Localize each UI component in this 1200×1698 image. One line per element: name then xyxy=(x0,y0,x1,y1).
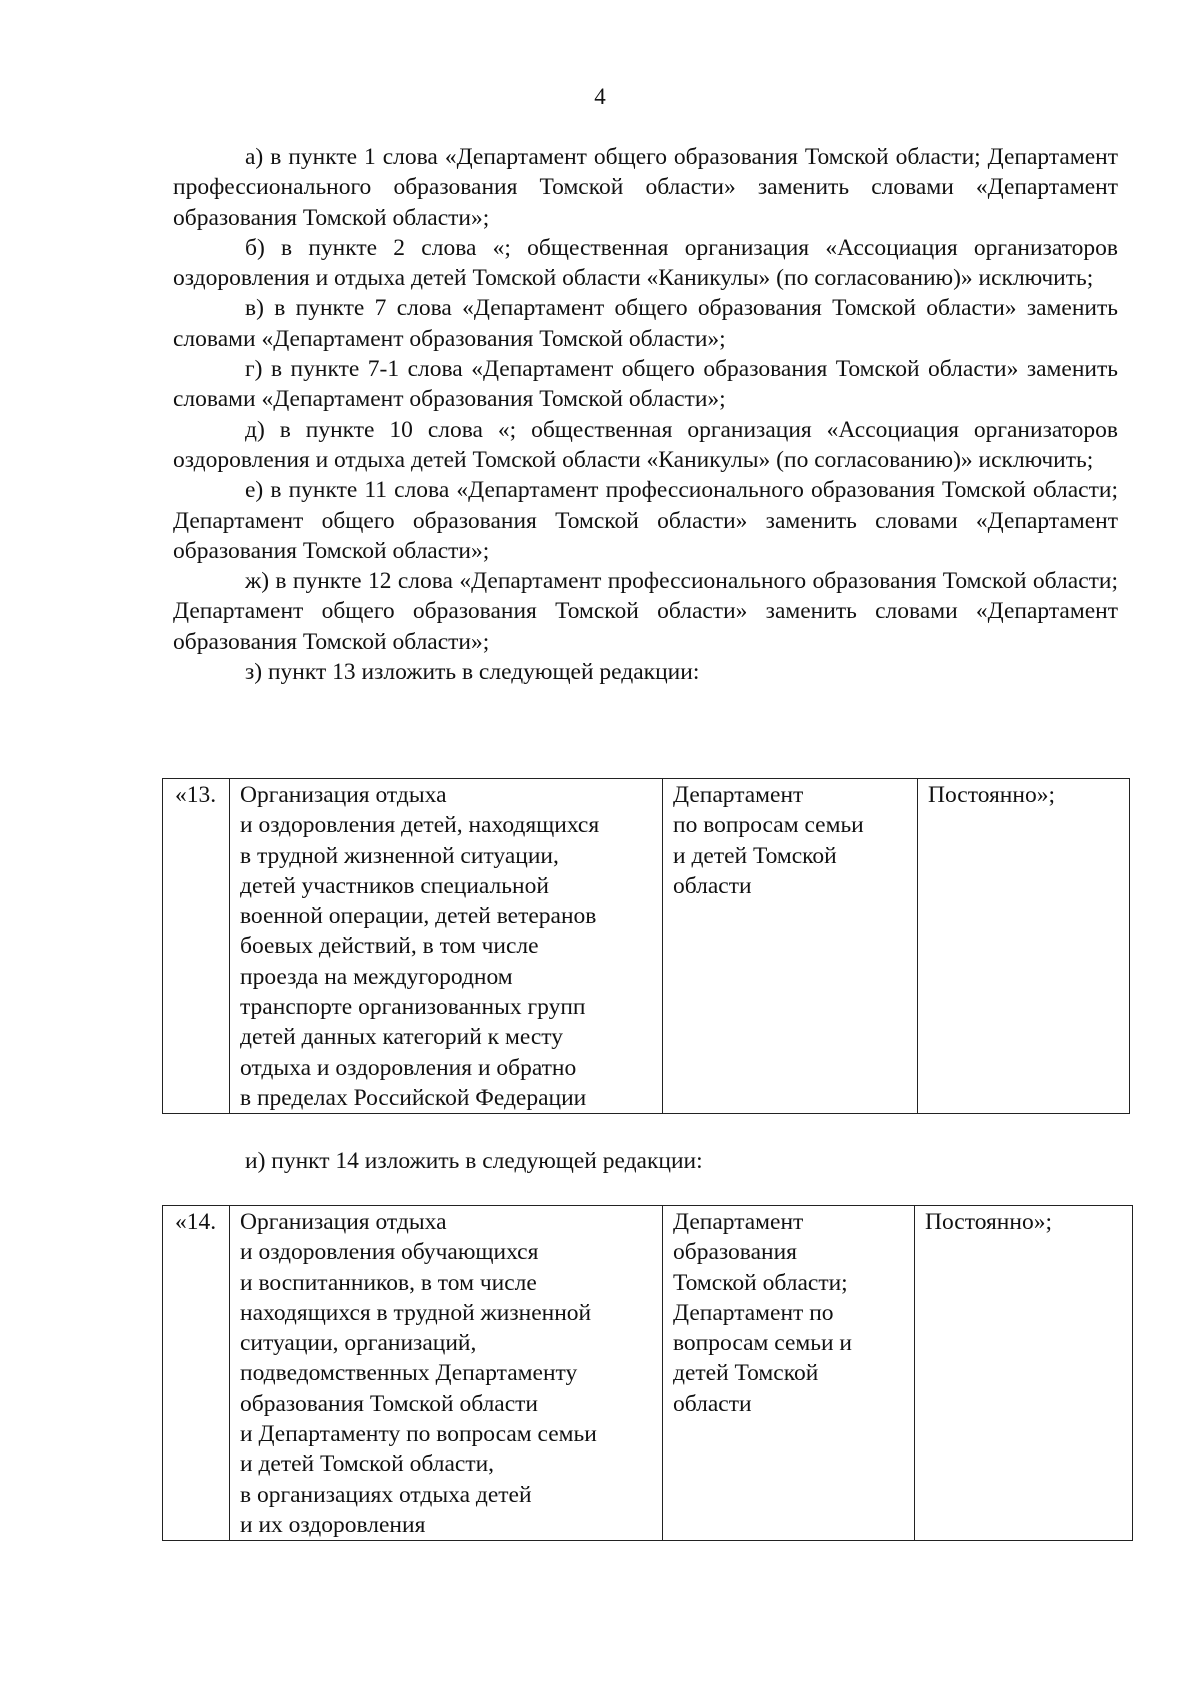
responsible-line: образования xyxy=(673,1239,797,1266)
responsible-line: вопросам семьи и xyxy=(673,1330,853,1357)
responsible-line: по вопросам семьи xyxy=(673,812,864,839)
term-cell: Постоянно»; xyxy=(915,1206,1133,1541)
activity-line: детей данных категорий к месту xyxy=(240,1024,563,1051)
responsible-line: Департамент xyxy=(673,782,804,808)
activity-line: отдыха и оздоровления и обратно xyxy=(240,1054,577,1081)
activity-line: проезда на междугородном xyxy=(240,963,513,990)
responsible-cell xyxy=(663,1206,915,1541)
responsible-cell xyxy=(663,779,918,1114)
paragraph-zh: ж) в пункте 12 слова «Департамент профессионального образования Томской области; Департамент общего образования Томской области» заменить словами «Департамент образования Томской области»; xyxy=(173,568,1118,655)
activity-line: ситуации, организаций, xyxy=(240,1330,477,1357)
table-item-13 xyxy=(162,778,1130,1114)
paragraph-i: и) пункт 14 изложить в следующей редакции: xyxy=(245,1148,703,1174)
activity-line: транспорте организованных групп xyxy=(240,994,586,1021)
responsible-line: области xyxy=(673,872,752,899)
activity-line: Организация отдыха xyxy=(240,782,447,808)
responsible-line: Департамент xyxy=(673,1209,804,1235)
activity-line: в организациях отдыха детей xyxy=(240,1481,532,1508)
activity-line: образования Томской области xyxy=(240,1390,539,1417)
activity-line: военной операции, детей ветеранов xyxy=(240,903,597,930)
table-row xyxy=(163,779,1130,1114)
term-cell: Постоянно»; xyxy=(918,779,1130,1114)
activity-line: боевых действий, в том числе xyxy=(240,933,539,960)
paragraph-e: е) в пункте 11 слова «Департамент профессионального образования Томской области; Департамент общего образования Томской области» заменить словами «Департамент образования Томской области»; xyxy=(173,477,1118,564)
activity-line: и оздоровления детей, находящихся xyxy=(240,812,600,839)
activity-line: находящихся в трудной жизненной xyxy=(240,1299,592,1326)
page-number: 4 xyxy=(594,84,606,109)
activity-cell xyxy=(230,779,663,1114)
activity-line: и оздоровления обучающихся xyxy=(240,1239,539,1266)
paragraph-v: в) в пункте 7 слова «Департамент общего образования Томской области» заменить словами «Департамент образования Томской области»; xyxy=(173,295,1118,352)
responsible-line: Департамент по xyxy=(673,1299,834,1326)
paragraph-g: г) в пункте 7-1 слова «Департамент общего образования Томской области» заменить словами «Департамент образования Томской области»; xyxy=(173,356,1118,413)
responsible-line: Томской области; xyxy=(673,1269,848,1296)
activity-cell xyxy=(230,1206,663,1541)
item-number: «14. xyxy=(163,1206,230,1541)
amendments-text xyxy=(173,142,1118,687)
paragraph-d: д) в пункте 10 слова «; общественная организация «Ассоциация организаторов оздоровления и отдыха детей Томской области «Каникулы» (по согласованию)» исключить; xyxy=(173,416,1118,473)
activity-line: и их оздоровления xyxy=(240,1511,426,1538)
responsible-line: детей Томской xyxy=(673,1360,819,1387)
item-number: «13. xyxy=(163,779,230,1114)
activity-line: и воспитанников, в том числе xyxy=(240,1269,537,1296)
table-row xyxy=(163,1206,1133,1541)
activity-line: и Департаменту по вопросам семьи xyxy=(240,1421,597,1448)
paragraph-b: б) в пункте 2 слова «; общественная организация «Ассоциация организаторов оздоровления и отдыха детей Томской области «Каникулы» (по согласованию)» исключить; xyxy=(173,234,1118,292)
activity-line: в пределах Российской Федерации xyxy=(240,1084,587,1111)
activity-line: подведомственных Департаменту xyxy=(240,1360,578,1387)
paragraph-z: з) пункт 13 изложить в следующей редакции: xyxy=(245,659,700,686)
responsible-line: области xyxy=(673,1390,752,1417)
activity-line: и детей Томской области, xyxy=(240,1451,495,1478)
activity-line: Организация отдыха xyxy=(240,1209,447,1235)
activity-line: детей участников специальной xyxy=(240,872,549,899)
responsible-line: и детей Томской xyxy=(673,842,837,869)
paragraph-a: а) в пункте 1 слова «Департамент общего образования Томской области; Департамент профессионального образования Томской области» заменить словами «Департамент образования Томской области»; xyxy=(173,144,1118,231)
table-item-14 xyxy=(162,1205,1133,1541)
activity-line: в трудной жизненной ситуации, xyxy=(240,842,559,869)
